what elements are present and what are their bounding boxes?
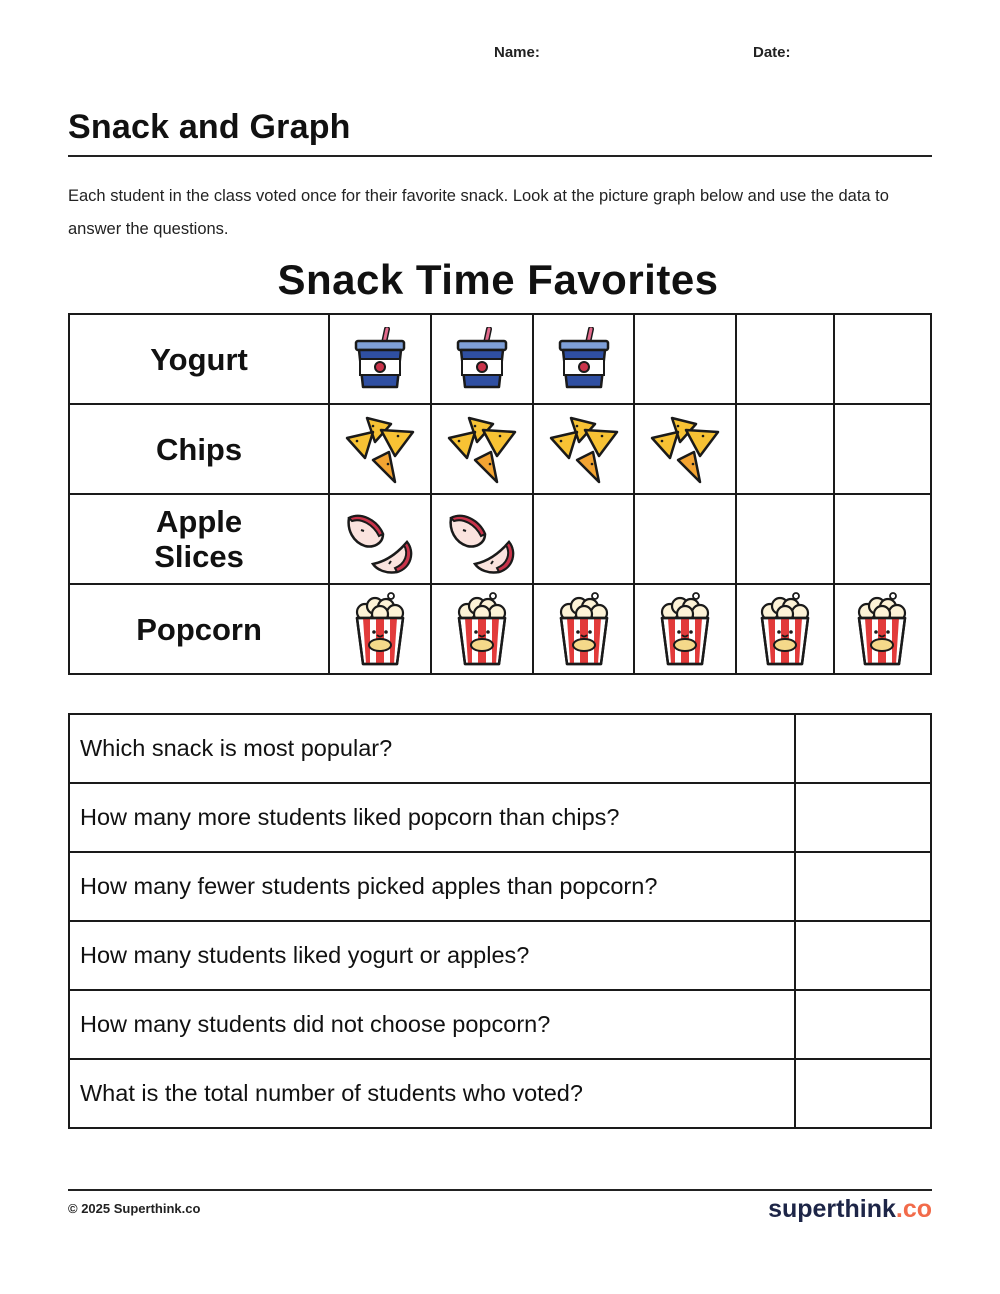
graph-cell <box>329 584 431 674</box>
graph-cell <box>634 584 736 674</box>
answer-box[interactable] <box>795 921 931 990</box>
yogurt-icon <box>351 327 409 391</box>
question-text: How many students did not choose popcorn? <box>69 990 795 1059</box>
title-divider <box>68 155 932 157</box>
yogurt-icon <box>555 327 613 391</box>
date-label: Date: <box>753 44 791 61</box>
question-row <box>69 783 931 852</box>
brand-logo[interactable] <box>768 1195 932 1224</box>
graph-row-apple-slices <box>69 494 931 584</box>
questions-table <box>68 713 932 1129</box>
question-text: How many fewer students picked apples than popcorn? <box>69 852 795 921</box>
graph-cell <box>736 314 833 404</box>
graph-cell <box>431 584 533 674</box>
row-label-apple-slices: Apple Slices <box>69 494 329 584</box>
row-label-chips: Chips <box>69 404 329 494</box>
popcorn-icon <box>658 592 712 666</box>
graph-row-popcorn <box>69 584 931 674</box>
popcorn-icon <box>455 592 509 666</box>
row-label-yogurt: Yogurt <box>69 314 329 404</box>
chips-icon <box>445 412 519 486</box>
graph-cell <box>329 494 431 584</box>
graph-cell <box>431 314 533 404</box>
chips-icon <box>648 412 722 486</box>
chips-icon <box>547 412 621 486</box>
graph-cell <box>329 404 431 494</box>
answer-box[interactable] <box>795 1059 931 1128</box>
popcorn-icon <box>557 592 611 666</box>
answer-box[interactable] <box>795 852 931 921</box>
footer-divider <box>68 1189 932 1191</box>
question-row <box>69 1059 931 1128</box>
name-label: Name: <box>494 44 540 61</box>
instructions: Each student in the class voted once for their favorite snack. Look at the picture graph below and use the data to answer the questions. <box>68 187 889 238</box>
question-text: Which snack is most popular? <box>69 714 795 783</box>
page-title: Snack and Graph <box>68 108 351 146</box>
copyright: © 2025 Superthink.co <box>68 1201 201 1216</box>
brand-tld: .co <box>895 1195 932 1223</box>
graph-cell <box>736 584 833 674</box>
graph-cell <box>533 584 635 674</box>
graph-title: Snack Time Favorites <box>277 256 719 303</box>
question-text: How many students liked yogurt or apples? <box>69 921 795 990</box>
graph-cell <box>736 404 833 494</box>
graph-cell <box>834 314 931 404</box>
popcorn-icon <box>758 592 812 666</box>
apple-slices-icon <box>343 504 417 574</box>
graph-cell <box>634 314 736 404</box>
graph-cell <box>736 494 833 584</box>
graph-cell <box>533 314 635 404</box>
question-text: What is the total number of students who voted? <box>69 1059 795 1128</box>
graph-cell <box>431 494 533 584</box>
question-row <box>69 921 931 990</box>
answer-box[interactable] <box>795 783 931 852</box>
graph-cell <box>834 584 931 674</box>
popcorn-icon <box>855 592 909 666</box>
graph-cell <box>634 404 736 494</box>
graph-row-yogurt <box>69 314 931 404</box>
graph-cell <box>634 494 736 584</box>
graph-cell <box>533 494 635 584</box>
question-row <box>69 852 931 921</box>
graph-cell <box>431 404 533 494</box>
brand-name: superthink <box>768 1195 896 1223</box>
answer-box[interactable] <box>795 990 931 1059</box>
question-row <box>69 990 931 1059</box>
question-row <box>69 714 931 783</box>
graph-cell <box>834 404 931 494</box>
chips-icon <box>343 412 417 486</box>
graph-cell <box>329 314 431 404</box>
answer-box[interactable] <box>795 714 931 783</box>
graph-row-chips <box>69 404 931 494</box>
picture-graph <box>68 313 932 675</box>
yogurt-icon <box>453 327 511 391</box>
question-text: How many more students liked popcorn than chips? <box>69 783 795 852</box>
popcorn-icon <box>353 592 407 666</box>
apple-slices-icon <box>445 504 519 574</box>
graph-cell <box>533 404 635 494</box>
graph-cell <box>834 494 931 584</box>
row-label-popcorn: Popcorn <box>69 584 329 674</box>
